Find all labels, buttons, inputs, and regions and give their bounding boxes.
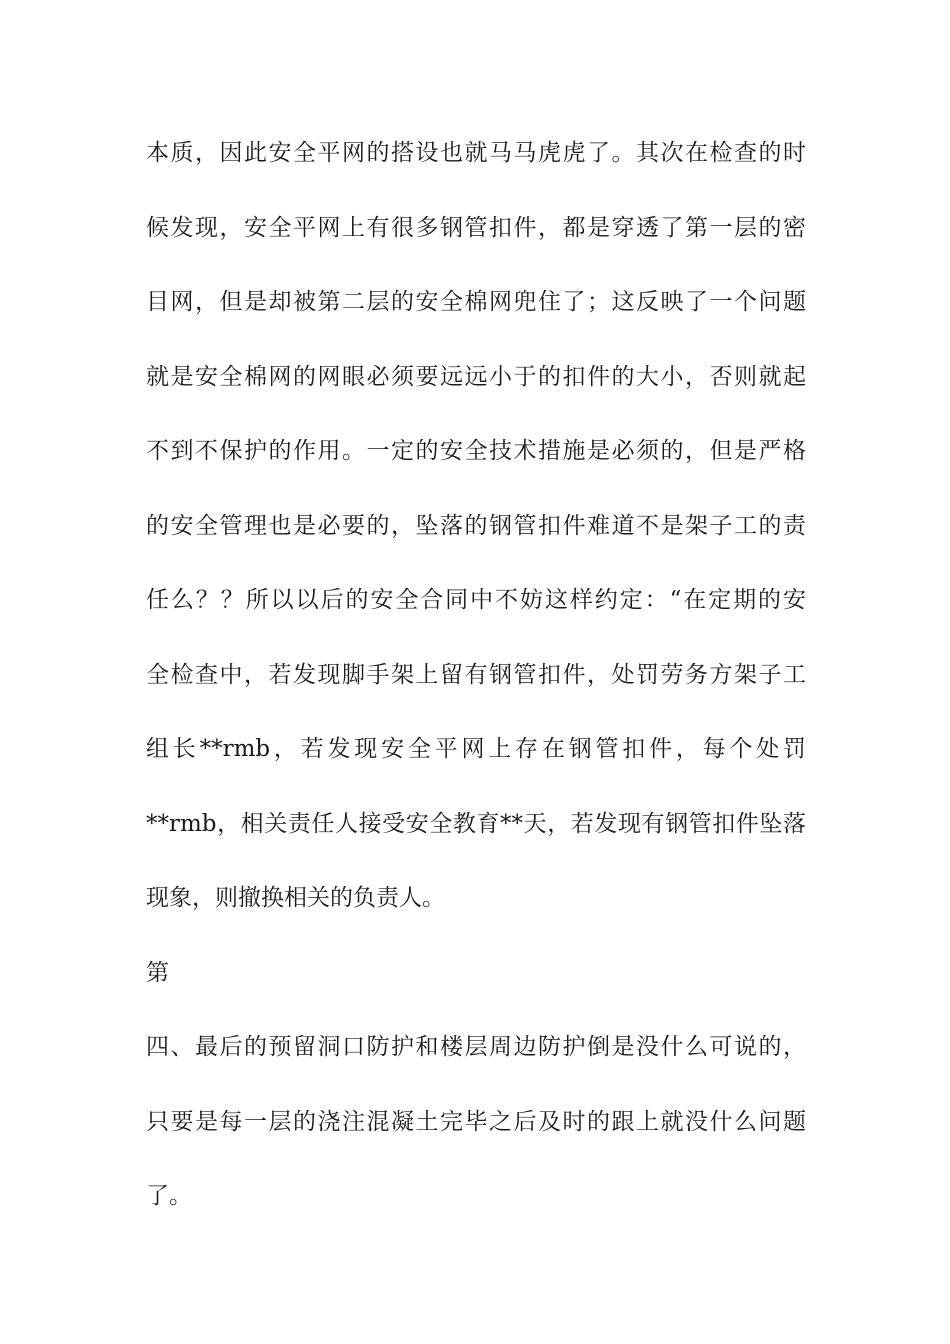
text-line-8: 全检查中，若发现脚手架上留有钢管扣件，处罚劳务方架子工 [146, 661, 806, 688]
text-line-12: 第 [146, 959, 169, 986]
text-line-10: **rmb，相关责任人接受安全教育**天，若发现有钢管扣件坠落 [146, 810, 806, 837]
text-line-5: 不到不保护的作用。一定的安全技术措施是必须的，但是严格 [146, 438, 806, 464]
text-line-11: 现象，则撤换相关的负责人。 [146, 885, 445, 911]
text-line-1: 本质，因此安全平网的搭设也就马马虎虎了。其次在检查的时 [146, 140, 806, 166]
body-text [146, 128, 806, 1246]
text-line-9: 组长**rmb，若发现安全平网上存在钢管扣件，每个处罚 [146, 736, 806, 762]
text-line-6: 的安全管理也是必要的，坠落的钢管扣件难道不是架子工的责 [146, 512, 806, 539]
text-line-15: 了。 [146, 1183, 192, 1209]
text-line-3: 目网，但是却被第二层的安全棉网兜住了；这反映了一个问题 [146, 289, 806, 315]
text-line-2: 候发现，安全平网上有很多钢管扣件，都是穿透了第一层的密 [146, 214, 806, 241]
text-line-14: 只要是每一层的浇注混凝土完毕之后及时的跟上就没什么问题 [146, 1108, 806, 1135]
text-line-13: 四、最后的预留洞口防护和楼层周边防护倒是没什么可说的， [146, 1034, 806, 1060]
text-line-7: 任么？？所以以后的安全合同中不妨这样约定：“在定期的安 [146, 587, 806, 613]
text-line-4: 就是安全棉网的网眼必须要远远小于的扣件的大小，否则就起 [146, 363, 806, 390]
